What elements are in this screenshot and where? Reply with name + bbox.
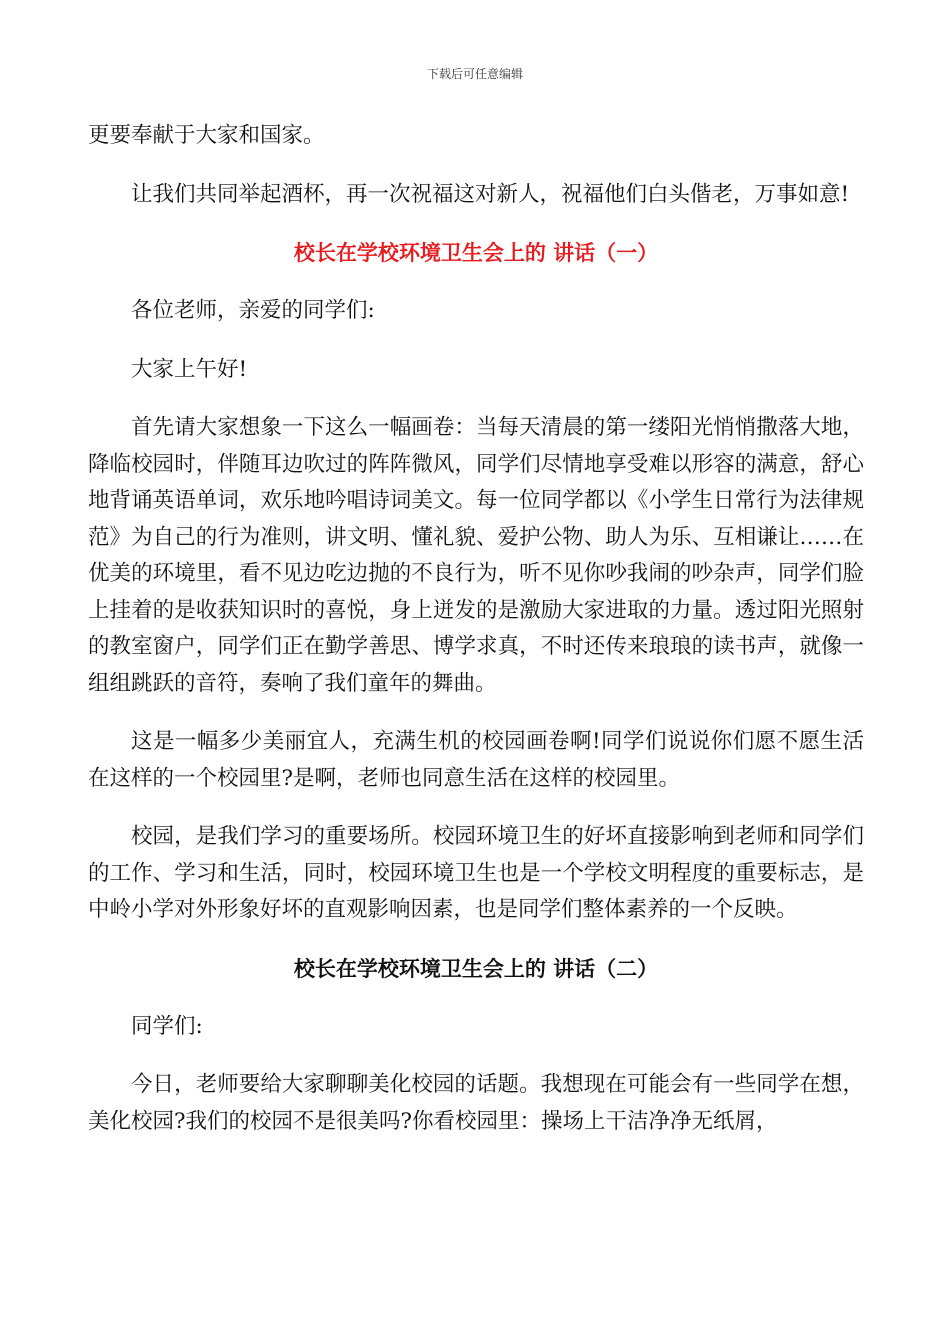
paragraph: 大家上午好!: [131, 356, 248, 382]
paragraph: 让我们共同举起酒杯，再一次祝福这对新人，祝福他们白头偕老，万事如意!: [131, 181, 850, 207]
paragraph: 校园，是我们学习的重要场所。校园环境卫生的好坏直接影响到老师和同学们的工作、学习和生活，同时，校园环境卫生也是一个学校文明程度的重要标志，是中岭小学对外形象好坏的直观影响因素，也是同学们整体素养的一个反映。: [88, 824, 864, 922]
section-heading: 校长在学校环境卫生会上的 讲话（一）: [293, 241, 659, 265]
paragraph: 这是一幅多少美丽宜人，充满生机的校园画卷啊!同学们说说你们愿不愿生活在这样的一个校园里?是啊，老师也同意生活在这样的校园里。: [88, 729, 864, 791]
paragraph: 各位老师，亲爱的同学们:: [131, 298, 375, 323]
page-header: 下载后可任意编辑: [426, 67, 523, 81]
section-heading: 校长在学校环境卫生会上的 讲话（二）: [293, 956, 659, 981]
paragraph: 今日，老师要给大家聊聊美化校园的话题。我想现在可能会有一些同学在想，美化校园?我们的校园不是很美吗?你看校园里：操场上干洁净净无纸屑，: [88, 1072, 864, 1134]
paragraph: 首先请大家想象一下这么一幅画卷：当每天清晨的第一缕阳光悄悄撒落大地，降临校园时，伴随耳边吹过的阵阵微风，同学们尽情地享受难以形容的满意，舒心地背诵英语单词，欢乐地吟唱诗词美文。每一位同学都以《小学生日常行为法律规范》为自己的行为准则，讲文明、懂礼貌、爱护公物、助人为乐、互相谦让……在优美的环境里，看不见边吃边抛的不良行为，听不见你吵我闹的吵杂声，同学们脸上挂着的是收获知识时的喜悦，身上迸发的是激励大家进取的力量。透过阳光照射的教室窗户，同学们正在勤学善思、博学求真，不时还传来琅琅的读书声，就像一组组跳跃的音符，奏响了我们童年的舞曲。: [88, 415, 864, 696]
paragraph: 更要奉献于大家和国家。: [88, 123, 325, 148]
document-body: [88, 118, 864, 1162]
paragraph: 同学们:: [131, 1013, 203, 1039]
